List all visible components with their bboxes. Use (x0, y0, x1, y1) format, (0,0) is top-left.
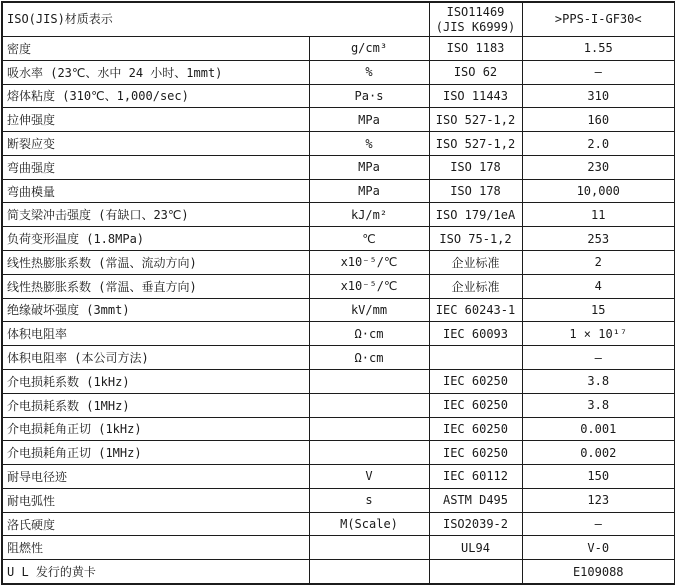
table-row (2, 179, 675, 203)
value-cell: 10,000 (522, 179, 675, 203)
table-row (2, 84, 675, 108)
value-cell: 230 (522, 155, 675, 179)
material-property-table (1, 1, 675, 585)
property-cell: 线性热膨胀系数 (常温、流动方向) (2, 251, 309, 275)
value-cell: 11 (522, 203, 675, 227)
property-cell: 负荷变形温度 (1.8MPa) (2, 227, 309, 251)
property-cell: 介电损耗角正切 (1MHz) (2, 441, 309, 465)
table-row (2, 346, 675, 370)
property-cell: 绝缘破坏强度 (3mmt) (2, 298, 309, 322)
standard-cell: 企业标准 (429, 274, 522, 298)
standard-cell (429, 346, 522, 370)
unit-cell: Pa·s (309, 84, 429, 108)
standard-cell: ISO2039-2 (429, 512, 522, 536)
table-row (2, 251, 675, 275)
value-cell: 310 (522, 84, 675, 108)
property-cell: 介电损耗系数 (1MHz) (2, 393, 309, 417)
unit-cell: kJ/m² (309, 203, 429, 227)
standard-cell: 企业标准 (429, 251, 522, 275)
value-cell: – (522, 346, 675, 370)
value-cell: 3.8 (522, 369, 675, 393)
standard-cell: ASTM D495 (429, 488, 522, 512)
property-cell: 耐导电径迹 (2, 465, 309, 489)
value-cell: 15 (522, 298, 675, 322)
standard-cell: IEC 60250 (429, 393, 522, 417)
table-row (2, 37, 675, 61)
unit-cell: kV/mm (309, 298, 429, 322)
unit-cell: % (309, 132, 429, 156)
property-cell: 吸水率 (23℃、水中 24 小时、1mmt) (2, 60, 309, 84)
property-cell: 阻燃性 (2, 536, 309, 560)
unit-cell (309, 369, 429, 393)
property-cell: 弯曲强度 (2, 155, 309, 179)
value-cell: 2.0 (522, 132, 675, 156)
table-row (2, 512, 675, 536)
unit-cell: g/cm³ (309, 37, 429, 61)
marking-standard-line1: ISO11469 (446, 4, 505, 19)
value-cell: V-0 (522, 536, 675, 560)
property-cell: 介电损耗角正切 (1kHz) (2, 417, 309, 441)
property-cell: 拉伸强度 (2, 108, 309, 132)
standard-cell: ISO 527-1,2 (429, 132, 522, 156)
value-cell: 0.002 (522, 441, 675, 465)
value-cell: 4 (522, 274, 675, 298)
table-row (2, 60, 675, 84)
unit-cell (309, 441, 429, 465)
unit-cell: ℃ (309, 227, 429, 251)
unit-cell: Ω·cm (309, 346, 429, 370)
property-cell: 线性热膨胀系数 (常温、垂直方向) (2, 274, 309, 298)
value-cell: 1.55 (522, 37, 675, 61)
property-cell: 密度 (2, 37, 309, 61)
unit-cell: s (309, 488, 429, 512)
table-row (2, 155, 675, 179)
standard-cell: IEC 60250 (429, 369, 522, 393)
table-row (2, 488, 675, 512)
standard-cell: IEC 60250 (429, 417, 522, 441)
standard-cell: ISO 75-1,2 (429, 227, 522, 251)
standard-cell: IEC 60093 (429, 322, 522, 346)
material-designation-label: ISO(JIS)材质表示 (2, 2, 429, 37)
table-row (2, 274, 675, 298)
value-cell: 0.001 (522, 417, 675, 441)
standard-cell: ISO 527-1,2 (429, 108, 522, 132)
property-cell: 耐电弧性 (2, 488, 309, 512)
table-row (2, 369, 675, 393)
property-cell: 断裂应变 (2, 132, 309, 156)
table-row (2, 227, 675, 251)
property-cell: 体积电阻率 (2, 322, 309, 346)
value-cell: – (522, 512, 675, 536)
standard-cell: ISO 179/1eA (429, 203, 522, 227)
unit-cell: MPa (309, 155, 429, 179)
standard-cell (429, 560, 522, 584)
table-row (2, 417, 675, 441)
table-row (2, 441, 675, 465)
unit-cell: V (309, 465, 429, 489)
table-row (2, 132, 675, 156)
unit-cell: % (309, 60, 429, 84)
unit-cell: Ω·cm (309, 322, 429, 346)
value-cell: 123 (522, 488, 675, 512)
material-grade-cell: >PPS-I-GF30< (522, 2, 675, 37)
value-cell: 160 (522, 108, 675, 132)
marking-standard-line2: (JIS K6999) (435, 19, 516, 34)
table-row (2, 203, 675, 227)
standard-cell: ISO 178 (429, 179, 522, 203)
unit-cell: MPa (309, 108, 429, 132)
property-cell: U L 发行的黄卡 (2, 560, 309, 584)
table-row (2, 108, 675, 132)
table-row (2, 536, 675, 560)
property-cell: 体积电阻率 (本公司方法) (2, 346, 309, 370)
table-row (2, 298, 675, 322)
value-cell: 2 (522, 251, 675, 275)
standard-cell: IEC 60243-1 (429, 298, 522, 322)
value-cell: 253 (522, 227, 675, 251)
unit-cell: M(Scale) (309, 512, 429, 536)
unit-cell: MPa (309, 179, 429, 203)
table-row (2, 322, 675, 346)
unit-cell (309, 417, 429, 441)
standard-cell: IEC 60250 (429, 441, 522, 465)
standard-cell: IEC 60112 (429, 465, 522, 489)
value-cell: – (522, 60, 675, 84)
value-cell: 1 × 10¹⁷ (522, 322, 675, 346)
standard-cell: UL94 (429, 536, 522, 560)
value-cell: 3.8 (522, 393, 675, 417)
unit-cell: x10⁻⁵/℃ (309, 251, 429, 275)
table-row (2, 560, 675, 584)
property-cell: 洛氏硬度 (2, 512, 309, 536)
property-cell: 弯曲模量 (2, 179, 309, 203)
standard-cell: ISO 178 (429, 155, 522, 179)
table-row (2, 465, 675, 489)
unit-cell (309, 560, 429, 584)
header-row (2, 2, 675, 37)
unit-cell (309, 393, 429, 417)
standard-cell: ISO 62 (429, 60, 522, 84)
property-cell: 熔体粘度 (310℃、1,000/sec) (2, 84, 309, 108)
unit-cell (309, 536, 429, 560)
standard-cell: ISO 1183 (429, 37, 522, 61)
value-cell: 150 (522, 465, 675, 489)
property-cell: 简支梁冲击强度 (有缺口、23℃) (2, 203, 309, 227)
table-row (2, 393, 675, 417)
property-cell: 介电损耗系数 (1kHz) (2, 369, 309, 393)
marking-standard-cell (429, 2, 522, 37)
unit-cell: x10⁻⁵/℃ (309, 274, 429, 298)
standard-cell: ISO 11443 (429, 84, 522, 108)
value-cell: E109088 (522, 560, 675, 584)
